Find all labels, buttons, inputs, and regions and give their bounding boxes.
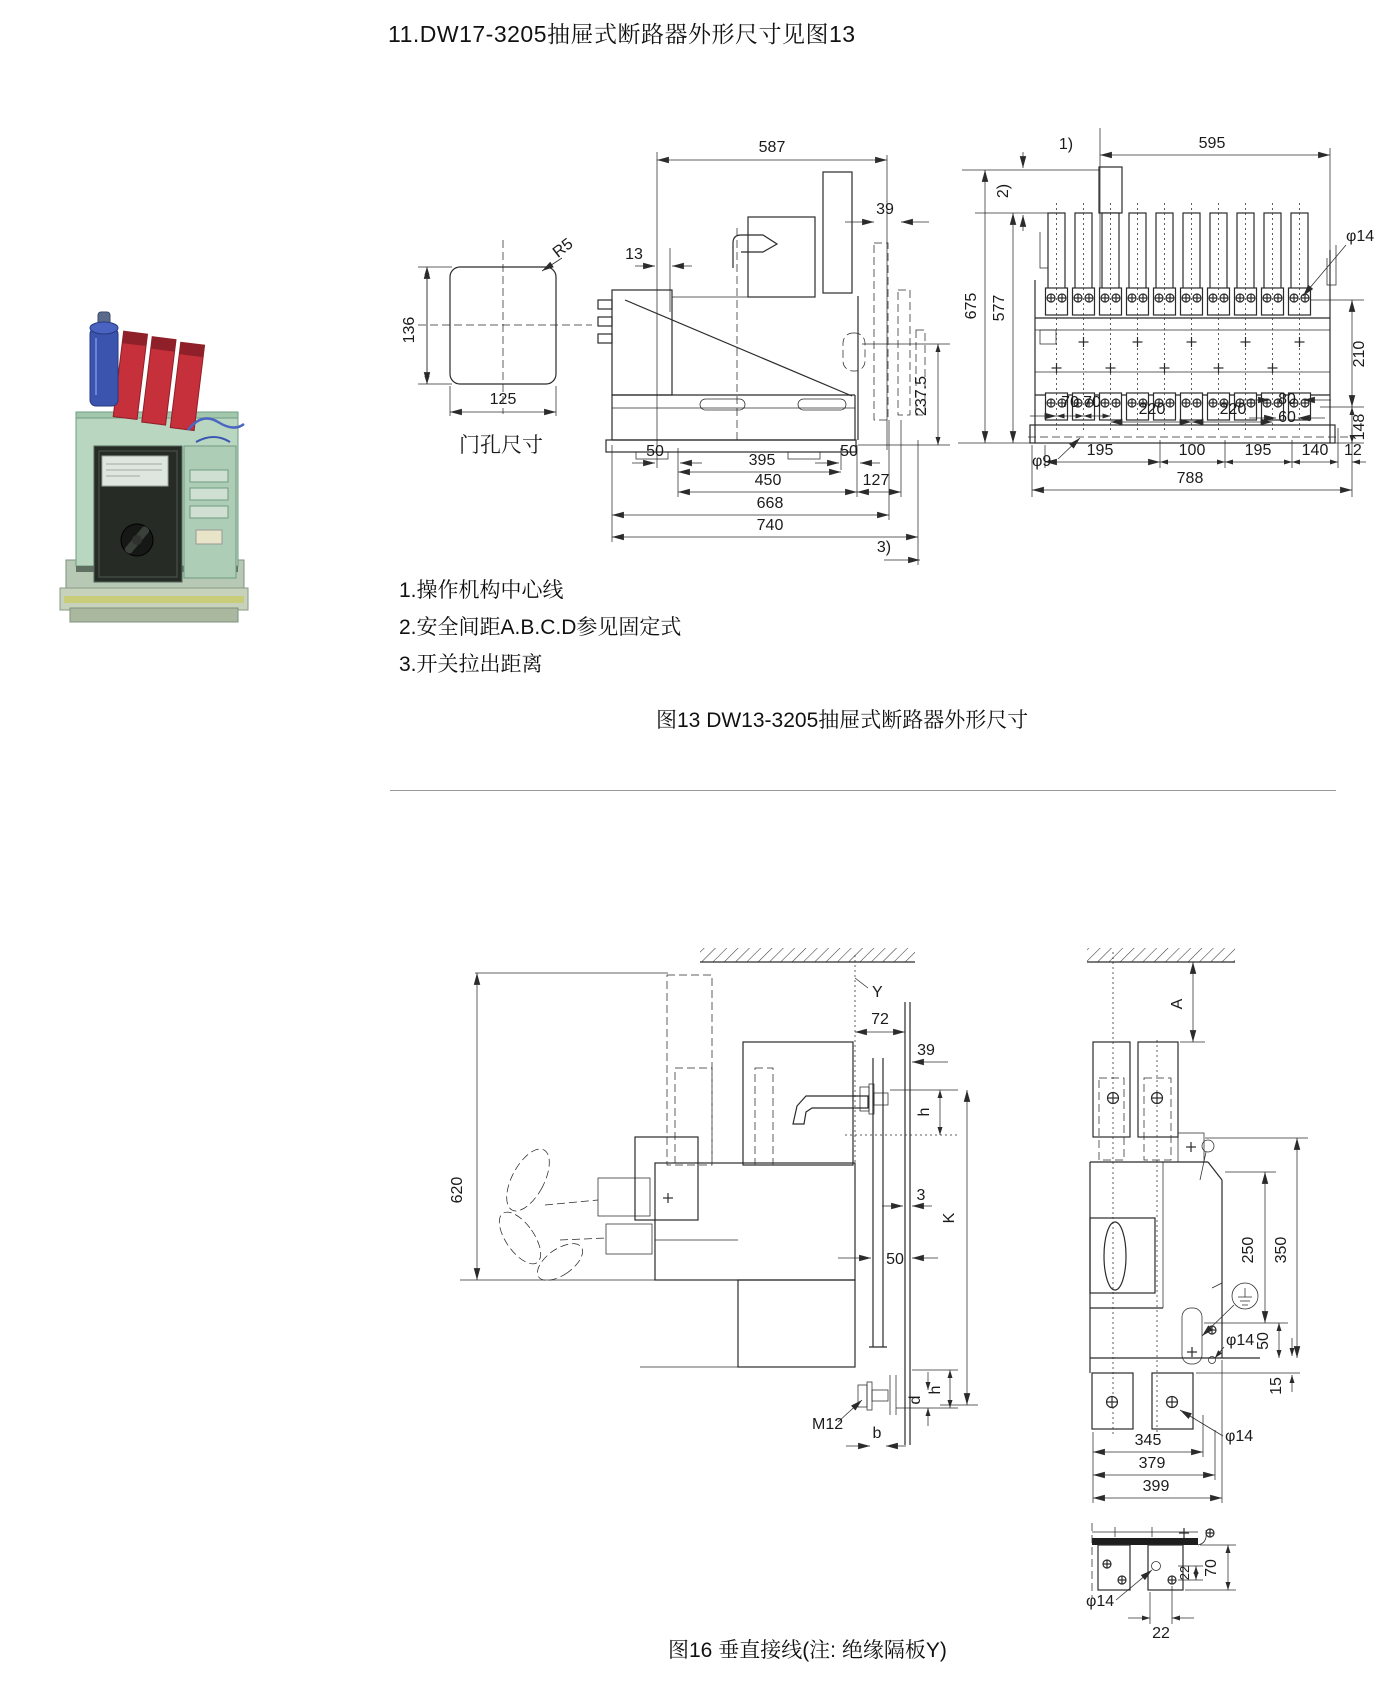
dim-195-b: 195 xyxy=(1244,442,1272,459)
fig13-caption: 图13 DW13-3205抽屉式断路器外形尺寸 xyxy=(656,709,1029,732)
arc-chutes xyxy=(113,331,205,430)
ref-2: 2) xyxy=(995,183,1012,199)
dim-577: 577 xyxy=(991,294,1008,322)
door-width-dim: 125 xyxy=(489,391,517,408)
fig16-bottom-view xyxy=(1086,1523,1236,1642)
dim-395: 395 xyxy=(748,452,776,469)
dim-3: 3 xyxy=(916,1187,926,1204)
dim-740: 740 xyxy=(756,517,784,534)
fig16-rear-view xyxy=(1087,948,1308,1503)
fig16-side-view xyxy=(449,948,978,1446)
dim-70-b: 70 xyxy=(1083,394,1101,411)
dim-220-a: 220 xyxy=(1138,401,1166,418)
dim-h-lower: h xyxy=(927,1385,944,1395)
note-2: 2.安全间距A.B.C.D参见固定式 xyxy=(399,616,682,639)
dim-195-a: 195 xyxy=(1086,442,1114,459)
dim-675: 675 xyxy=(963,292,980,320)
door-radius-label: R5 xyxy=(549,235,577,262)
dim-350: 350 xyxy=(1273,1236,1290,1264)
dim-140: 140 xyxy=(1301,442,1329,459)
dim-dia14-bottom: φ14 xyxy=(1086,1593,1115,1610)
dim-399: 399 xyxy=(1142,1478,1170,1495)
page-title: 11.DW17-3205抽屉式断路器外形尺寸见图13 xyxy=(388,21,856,47)
dim-127: 127 xyxy=(862,472,890,489)
dim-13: 13 xyxy=(625,246,643,263)
dim-210: 210 xyxy=(1351,340,1368,368)
dim-39-side: 39 xyxy=(876,201,894,218)
dim-250: 250 xyxy=(1240,1236,1257,1264)
dim-100: 100 xyxy=(1178,442,1206,459)
dim-15: 15 xyxy=(1268,1377,1285,1395)
dim-70: 70 xyxy=(1203,1559,1220,1577)
fig16-caption: 图16 垂直接线(注: 绝缘隔板Y) xyxy=(668,1639,947,1662)
dim-450: 450 xyxy=(754,472,782,489)
note-3: 3.开关拉出距离 xyxy=(399,653,543,676)
dim-50-right: 50 xyxy=(840,443,858,460)
door-height-dim: 136 xyxy=(401,316,418,344)
product-photo xyxy=(60,312,248,622)
dim-620: 620 xyxy=(449,1176,466,1204)
dim-b: b xyxy=(872,1425,882,1442)
dim-220-b: 220 xyxy=(1219,401,1247,418)
dim-60: 60 xyxy=(1278,409,1296,426)
dim-d: d xyxy=(907,1395,924,1405)
dim-K: K xyxy=(941,1212,958,1224)
dim-dia14-ground: φ14 xyxy=(1226,1332,1255,1349)
figure-notes xyxy=(399,572,681,683)
dim-dia14-pad: φ14 xyxy=(1225,1428,1254,1445)
fig13-front-view xyxy=(958,128,1374,497)
dim-148: 148 xyxy=(1351,413,1368,441)
dim-788: 788 xyxy=(1176,470,1204,487)
dim-595: 595 xyxy=(1198,135,1226,152)
dim-50-left: 50 xyxy=(646,443,664,460)
dim-237-5: 237.5 xyxy=(913,375,930,417)
dim-h-upper: h xyxy=(916,1107,933,1117)
dim-80: 80 xyxy=(1278,391,1296,408)
fig13-door-hole-drawing xyxy=(401,235,592,457)
fig13-side-view xyxy=(598,139,950,565)
breaker-front-panel xyxy=(94,446,182,582)
dim-379: 379 xyxy=(1138,1455,1166,1472)
dim-22-bottom: 22 xyxy=(1152,1625,1170,1642)
dim-dia9: φ9 xyxy=(1032,453,1052,470)
dim-70-a: 70 xyxy=(1061,394,1079,411)
label-Y: Y xyxy=(872,984,883,1001)
dim-72: 72 xyxy=(871,1011,889,1028)
dim-668: 668 xyxy=(756,495,784,512)
dim-50-rear: 50 xyxy=(1255,1332,1272,1350)
door-hole-label: 门孔尺寸 xyxy=(459,434,543,457)
section-divider xyxy=(390,790,1336,791)
shunt-coil xyxy=(90,312,118,406)
note-1: 1.操作机构中心线 xyxy=(399,579,564,602)
dim-50-v: 50 xyxy=(886,1251,904,1268)
dim-dia14-front: φ14 xyxy=(1346,228,1375,245)
dim-A: A xyxy=(1169,998,1186,1010)
ref-3: 3) xyxy=(876,539,892,556)
dim-587: 587 xyxy=(758,139,786,156)
label-M12: M12 xyxy=(812,1416,844,1433)
ref-1: 1) xyxy=(1058,136,1074,153)
dim-22-vertical: 22 xyxy=(1177,1565,1192,1581)
dim-345: 345 xyxy=(1134,1432,1162,1449)
dim-39-v: 39 xyxy=(917,1042,935,1059)
dim-12: 12 xyxy=(1344,442,1362,459)
